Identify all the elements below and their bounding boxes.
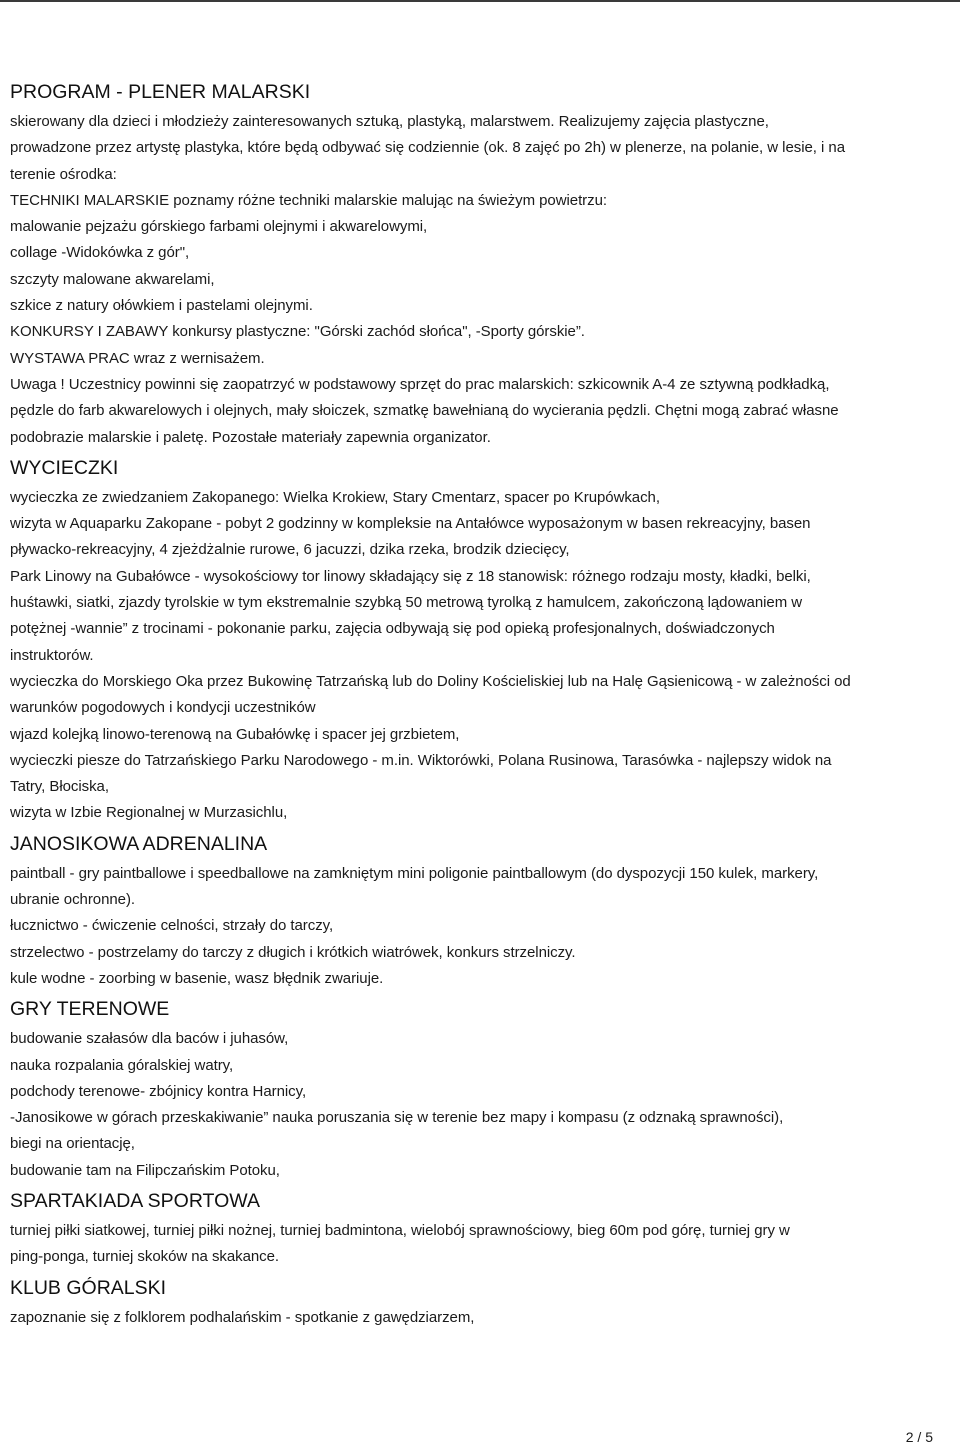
top-rule (0, 0, 960, 2)
text-line: łucznictwo - ćwiczenie celności, strzały do tarczy, (10, 917, 334, 935)
text-line: wizyta w Aquaparku Zakopane - pobyt 2 godzinny w kompleksie na Antałówce wyposażonym w basen rekreacyjny, basen (10, 515, 811, 533)
section-heading: JANOSIKOWA ADRENALINA (10, 832, 268, 855)
page-number: 2 / 5 (905, 1429, 933, 1445)
text-line: skierowany dla dzieci i młodzieży zainteresowanych sztuką, plastyką, malarstwem. Realizujemy zajęcia plastyczne, (10, 113, 769, 130)
text-line: turniej piłki siatkowej, turniej piłki nożnej, turniej badmintona, wielobój sprawnościowy, bieg 60m pod górę, turniej gry w (10, 1221, 790, 1239)
text-line: potężnej -wannie” z trocinami - pokonanie parku, zajęcia odbywają się pod opieką profesjonalnych, doświadczonych (10, 620, 775, 638)
text-line: wycieczka ze zwiedzaniem Zakopanego: Wielka Krokiew, Stary Cmentarz, spacer po Krupówkach, (10, 488, 660, 506)
section-heading: KLUB GÓRALSKI (10, 1276, 167, 1299)
text-line: TECHNIKI MALARSKIE poznamy różne techniki malarskie malując na świeżym powietrzu: (10, 191, 607, 209)
text-line: szkice z natury ołówkiem i pastelami olejnymi. (10, 297, 313, 315)
text-line: wycieczka do Morskiego Oka przez Bukowinę Tatrzańską lub do Doliny Kościeliskiej lub na Halę Gąsienicową - w zależności od (10, 672, 851, 690)
text-line: strzelectwo - postrzelamy do tarczy z długich i krótkich wiatrówek, konkurs strzelniczy. (10, 943, 576, 961)
text-line: pływacko-rekreacyjny, 4 zjeżdżalnie rurowe, 6 jacuzzi, dzika rzeka, brodzik dziecięcy, (10, 541, 570, 559)
text-line: malowanie pejzażu górskiego farbami olejnymi i akwarelowymi, (10, 218, 428, 236)
text-line: nauka rozpalania góralskiej watry, (10, 1056, 234, 1074)
section-heading: PROGRAM - PLENER MALARSKI (10, 81, 311, 103)
text-line: instruktorów. (10, 646, 94, 664)
text-line: podobrazie malarskie i paletę. Pozostałe materiały zapewnia organizator. (10, 428, 491, 446)
section-heading: SPARTAKIADA SPORTOWA (10, 1189, 260, 1212)
text-line: WYSTAWA PRAC wraz z wernisażem. (10, 349, 265, 367)
text-line: KONKURSY I ZABAWY konkursy plastyczne: "Górski zachód słońca", -Sporty górskie”. (10, 323, 585, 341)
text-line: -Janosikowe w górach przeskakiwanie” nauka poruszania się w terenie bez mapy i kompasu (z odznaką sprawności), (10, 1109, 784, 1127)
text-line: huśtawki, siatki, zjazdy tyrolskie w tym ekstremalnie szybką 50 metrową tyrolką z hamulcem, zakończoną lądowaniem w (10, 594, 803, 612)
text-line: zapoznanie się z folklorem podhalańskim - spotkanie z gawędziarzem, (10, 1308, 475, 1326)
text-line: budowanie tam na Filipczańskim Potoku, (10, 1161, 280, 1179)
text-line: podchody terenowe- zbójnicy kontra Harnicy, (10, 1082, 307, 1100)
section-heading: GRY TERENOWE (10, 998, 170, 1021)
text-line: warunków pogodowych i kondycji uczestników (10, 699, 316, 717)
text-line: Tatry, Błociska, (10, 778, 109, 796)
text-line: ping-ponga, turniej skoków na skakance. (10, 1248, 280, 1266)
text-line: wycieczki piesze do Tatrzańskiego Parku Narodowego - m.in. Wiktorówki, Polana Rusinowa, Tarasówka - najlepszy widok na (10, 751, 832, 769)
text-line: paintball - gry paintballowe i speedballowe na zamkniętym mini poligonie paintballowym (do dyspozycji 150 kulek, markery, (10, 864, 819, 882)
text-line: budowanie szałasów dla baców i juhasów, (10, 1030, 289, 1048)
text-line: kule wodne - zoorbing w basenie, wasz błędnik zwariuje. (10, 969, 384, 987)
text-line: ubranie ochronne). (10, 891, 136, 909)
section-heading: WYCIECZKI (10, 456, 119, 479)
text-line: wjazd kolejką linowo-terenową na Gubałówkę i spacer jej grzbietem, (10, 725, 460, 743)
text-line: collage -Widokówka z gór", (10, 244, 190, 262)
text-line: biegi na orientację, (10, 1135, 135, 1153)
text-line: wizyta w Izbie Regionalnej w Murzasichlu, (10, 804, 288, 822)
text-line: prowadzone przez artystę plastyka, które będą odbywać się codziennie (ok. 8 zajęć po 2h) w plenerze, na polanie, w lesie, i na (10, 139, 846, 157)
text-line: szczyty malowane akwarelami, (10, 270, 215, 288)
text-line: pędzle do farb akwarelowych i olejnych, mały słoiczek, szmatkę bawełnianą do wycierania pędzli. Chętni mogą zabrać własne (10, 402, 839, 420)
document-body (10, 79, 958, 1331)
text-line: Uwaga ! Uczestnicy powinni się zaopatrzyć w podstawowy sprzęt do prac malarskich: szkicownik A-4 ze sztywną podkładką, (10, 375, 830, 393)
text-line: terenie ośrodka: (10, 165, 117, 183)
text-line: Park Linowy na Gubałówce - wysokościowy tor linowy składający się z 18 stanowisk: różnego rodzaju mosty, kładki, belki, (10, 567, 811, 585)
